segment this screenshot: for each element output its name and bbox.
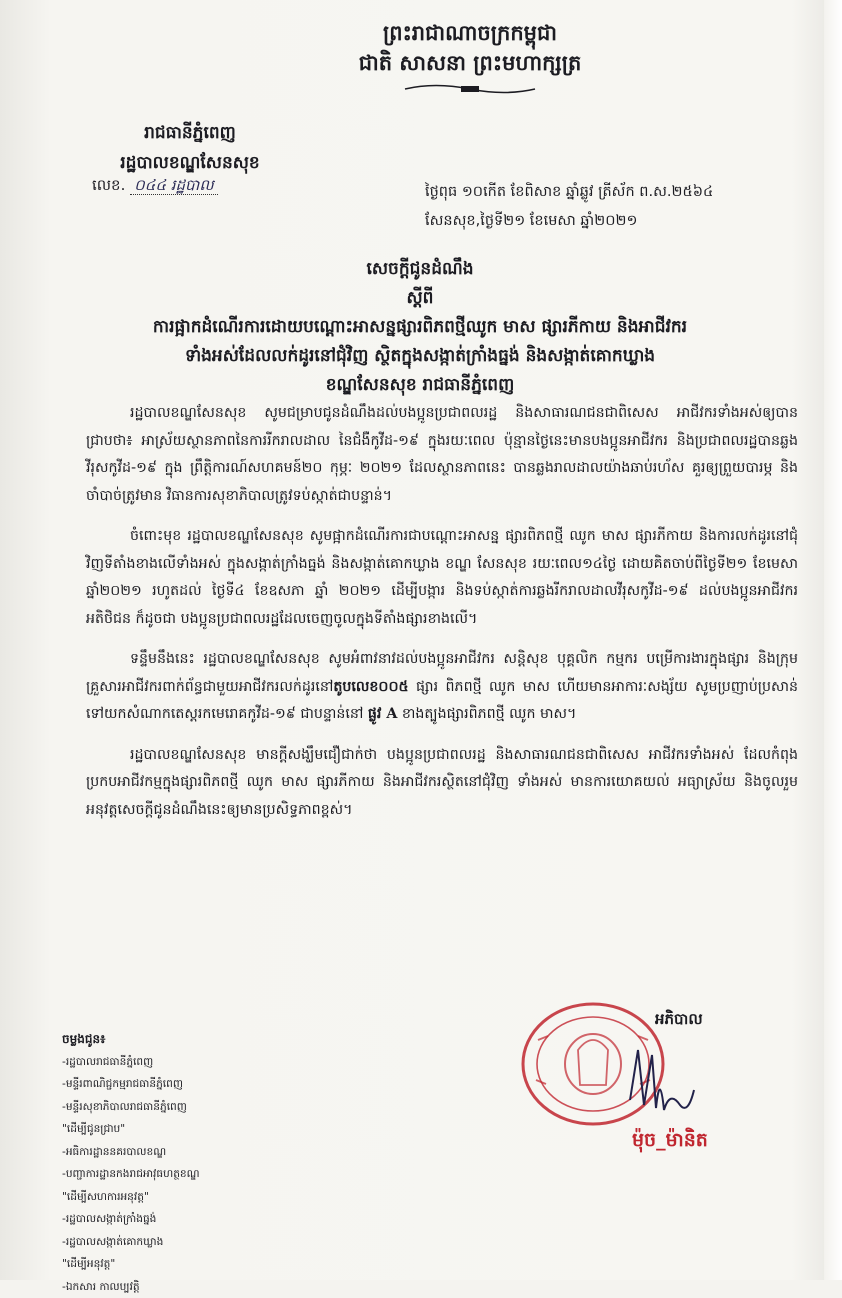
reference-number bbox=[92, 176, 218, 198]
paragraph-1: រដ្ឋបាលខណ្ឌសែនសុខ សូមជម្រាបជូនដំណឹងដល់បងប្អូនប្រជាពលរដ្ឋ និងសាធារណជនជាពិសេស អាជីវករទាំងអស់ឲ្យបានជ្រាបថា៖ អាស្រ័យស្ថានភាពនៃការរីករាលដាល នៃជំងឺកូវីដ-១៩ ក្នុងរយៈពេល ប៉ុន្មានថ្ងៃនេះមានបងប្អូនអាជីវករ និងប្រជាពលរដ្ឋបានឆ្លងវីរុសកូវីដ-១៩ ក្នុង ព្រឹត្តិការណ៍សហគមន៍២០ កុម្ភៈ ២០២១ ដែលស្ថានភាពនេះ បានឆ្លងរាលដាលយ៉ាងឆាប់រហ័ស គួរឲ្យព្រួយបារម្ភ និងចាំបាច់ត្រូវមាន វិធានការសុខាភិបាលត្រូវទប់ស្កាត់ជាបន្ទាន់។ bbox=[86, 400, 798, 510]
recipient-note: "ដើម្បីជូនជ្រាប" bbox=[62, 1118, 200, 1141]
notice-heading: សេចក្តីជូនដំណឹង bbox=[60, 255, 780, 284]
date-block bbox=[425, 178, 713, 236]
recipient-item: -បញ្ជាការដ្ឋានកងរាជអាវុធហត្ថខណ្ឌ bbox=[62, 1163, 200, 1186]
recipient-item: -មន្ទីរសុខាភិបាលរាជធានីភ្នំពេញ bbox=[62, 1096, 200, 1119]
lunar-date: ថ្ងៃពុធ ១០កើត ខែពិសាខ ឆ្នាំឆ្លូវ ត្រីស័ក ព.ស.២៥៦៤ bbox=[425, 178, 713, 207]
paragraph-3-end: ខាងត្បូងផ្សារពិភពថ្មី ឈូក មាស។ bbox=[397, 706, 576, 722]
signer-name: ម៉ុច_ម៉ានិត bbox=[632, 1128, 708, 1156]
reference-value: ០៤៤ រដ្ឋបាល bbox=[130, 176, 217, 195]
recipient-item: -ឯកសារ កាលប្បវត្តិ bbox=[62, 1276, 200, 1298]
recipient-item: -រដ្ឋបាលរាជធានីភ្នំពេញ bbox=[62, 1051, 200, 1074]
notice-subject-line-3: ខណ្ឌសែនសុខ រាជធានីភ្នំពេញ bbox=[60, 371, 780, 400]
recipient-note: "ដើម្បីអនុវត្ត" bbox=[62, 1253, 200, 1276]
national-motto: ជាតិ សាសនា ព្រះមហាក្សត្រ bbox=[200, 48, 740, 78]
test-location: ផ្លូវ A bbox=[368, 706, 397, 722]
motto-flourish bbox=[395, 82, 545, 96]
sender-district: រដ្ឋបាលខណ្ឌសែនសុខ bbox=[80, 148, 300, 178]
recipient-item: -រដ្ឋបាលសង្កាត់ក្រាំងធ្នង់ bbox=[62, 1208, 200, 1231]
paragraph-3-intro: ទន្ទឹមនឹងនេះ រដ្ឋបាលខណ្ឌសែនសុខ សូមអំពាវនាវដល់បងប្អូនអាជីវករ សន្តិសុខ បុគ្គលិក កម្មករ បម្រើការងារក្នុងផ្សារ និងក្រុមគ្រួសារអាជីវករពាក់ព័ន្ធជាមួយអាជីវករលក់ដូរនៅ bbox=[86, 651, 798, 695]
solar-date: សែនសុខ,ថ្ងៃទី២១ ខែមេសា ឆ្នាំ២០២១ bbox=[425, 207, 713, 236]
recipient-item: -មន្ទីរពាណិជ្ជកម្មរាជធានីភ្នំពេញ bbox=[62, 1073, 200, 1096]
notice-title bbox=[60, 255, 780, 400]
handwritten-signature bbox=[620, 1030, 700, 1120]
signer-role: អភិបាល bbox=[655, 1010, 703, 1032]
reference-label: លេខ. bbox=[92, 176, 125, 194]
notice-subject-line-2: ទាំងអស់ដែលលក់ដូរនៅជុំវិញ ស្ថិតក្នុងសង្កាត់ក្រាំងធ្នង់ និងសង្កាត់គោកឃ្លាង bbox=[60, 342, 780, 371]
copy-recipients bbox=[62, 1028, 200, 1298]
sender-block bbox=[80, 118, 300, 178]
recipients-heading: ចម្លងជូន៖ bbox=[62, 1028, 200, 1051]
paragraph-3-middle: ផ្សារ ពិភពថ្មី ឈូក មាស ហើយមានអាការៈសង្ស័យ សូមប្រញាប់ប្រសាន់ទៅយកសំណាកតេស្តរកមេរោគកូវីដ-១៩ ជាបន្ទាន់នៅ bbox=[86, 679, 798, 723]
recipient-item: -អធិការដ្ឋាននគរបាលខណ្ឌ bbox=[62, 1141, 200, 1164]
paragraph-2: ចំពោះមុខ រដ្ឋបាលខណ្ឌសែនសុខ សូមផ្អាកដំណើរការជាបណ្តោះអាសន្ន ផ្សារពិភពថ្មី ឈូក មាស ផ្សារភីកាយ និងការលក់ដូរនៅជុំវិញទីតាំងខាងលើទាំងអស់ ក្នុងសង្កាត់ក្រាំងធ្នង់ និងសង្កាត់គោកឃ្លាង ខណ្ឌ សែនសុខ រយៈពេល១៤ថ្ងៃ ដោយគិតចាប់ពីថ្ងៃទី២១ ខែមេសា ឆ្នាំ២០២១ រហូតដល់ ថ្ងៃទី៤ ខែឧសភា ឆ្នាំ ២០២១ ដើម្បីបង្ការ និងទប់ស្កាត់ការឆ្លងរីករាលដាលវីរុសកូវីដ-១៩ ដល់បងប្អូនអាជីវករ អតិថិជន ក៏ដូចជា បងប្អូនប្រជាពលរដ្ឋដែលចេញចូលក្នុងទីតាំងផ្សារខាងលើ។ bbox=[86, 523, 798, 633]
stall-number: តូបលេខ០០៥ bbox=[333, 679, 408, 695]
paragraph-3 bbox=[86, 646, 798, 729]
sender-capital: រាជធានីភ្នំពេញ bbox=[80, 118, 300, 148]
recipient-item: -រដ្ឋបាលសង្កាត់គោកឃ្លាង bbox=[62, 1231, 200, 1254]
notice-subject-line-1: ការផ្អាកដំណើរការដោយបណ្តោះអាសន្នផ្សារពិភពថ្មីឈូក មាស ផ្សារភីកាយ និងអាជីវករ bbox=[60, 313, 780, 342]
page-edge bbox=[824, 0, 842, 1280]
notice-body bbox=[86, 400, 798, 837]
recipient-note: "ដើម្បីសហការអនុវត្ត" bbox=[62, 1186, 200, 1209]
kingdom-header bbox=[200, 18, 740, 100]
paragraph-4: រដ្ឋបាលខណ្ឌសែនសុខ មានក្តីសង្ឃឹមជឿជាក់ថា បងប្អូនប្រជាពលរដ្ឋ និងសាធារណជនជាពិសេស អាជីវករទាំងអស់ ដែលកំពុងប្រកបអាជីវកម្មក្នុងផ្សារពិភពថ្មី ឈូក មាស ផ្សារភីកាយ និងអាជីវករស្ថិតនៅជុំវិញ ទាំងអស់ មានការយោគយល់ អធ្យាស្រ័យ និងចូលរួមអនុវត្តសេចក្តីជូនដំណឹងនេះឲ្យមានប្រសិទ្ធភាពខ្ពស់។ bbox=[86, 742, 798, 825]
kingdom-name: ព្រះរាជាណាចក្រកម្ពុជា bbox=[200, 18, 740, 48]
notice-subject-label: ស្តីពី bbox=[60, 284, 780, 313]
